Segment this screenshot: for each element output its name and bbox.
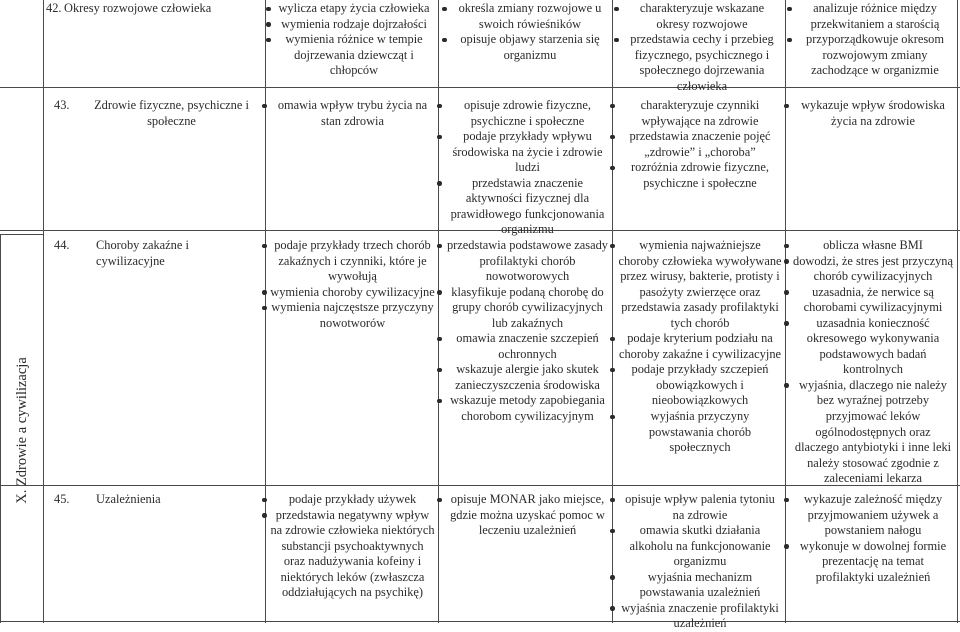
row-43-col4 [792, 98, 954, 129]
requirement-item: przedstawia podstawowe zasady profilaktyki chorób nowotworowych [446, 238, 609, 284]
row-44-col4 [792, 238, 954, 487]
row-number: 45. [54, 492, 70, 506]
requirement-item: przedstawia negatywny wpływ na zdrowie człowieka niektórych substancji psychoaktywnych oraz nadużywania kofeiny i niektórych leków (zwłaszcza oddziałujących na psychikę) [270, 507, 435, 600]
requirement-item: opisuje MONAR jako miejsce, gdzie można uzyskać pomoc w leczeniu uzależnień [445, 492, 610, 539]
row-44-col3 [618, 238, 782, 456]
requirement-item: podaje kryterium podziału na choroby zakaźne i cywilizacyjne [618, 331, 782, 361]
row-number: 44. [54, 238, 70, 252]
requirement-item: wskazuje alergie jako skutek zanieczyszczenia środowiska [445, 362, 610, 393]
row-number: 42. [46, 1, 62, 15]
row-43-col3 [618, 98, 782, 191]
requirement-item: wykonuje w dowolnej formie prezentację na temat profilaktyki uzależnień [792, 539, 954, 586]
requirement-item: wyjaśnia mechanizm powstawania uzależnień [618, 570, 782, 601]
row-45-col4 [792, 492, 954, 585]
requirement-item: podaje przykłady używek [270, 492, 435, 508]
requirement-item: wymienia różnice w tempie dojrzewania dziewcząt i chłopców [274, 32, 434, 79]
row-42-col2 [450, 1, 610, 63]
requirement-item: wylicza etapy życia człowieka [274, 1, 434, 17]
requirement-item: wyjaśnia przyczyny powstawania chorób społecznych [618, 409, 782, 456]
requirement-item: klasyfikuje podaną chorobę do grupy chorób cywilizacyjnych lub zakaźnych [445, 285, 610, 332]
grid-line [43, 0, 44, 623]
grid-line [957, 0, 958, 623]
requirement-item: podaje przykłady szczepień obowiązkowych i nieobowiązkowych [618, 362, 782, 409]
requirement-item: omawia skutki działania alkoholu na funkcjonowanie organizmu [618, 523, 782, 570]
topic-title: Okresy rozwojowe człowieka [64, 1, 212, 15]
row-number: 43. [54, 98, 70, 112]
row-45-col1 [270, 492, 435, 601]
requirement-item: przyporządkowuje okresom rozwojowym zmiany zachodzące w organizmie [795, 32, 955, 79]
row-43-col1 [270, 98, 435, 129]
requirement-item: wyjaśnia znaczenie profilaktyki uzależnień [618, 601, 782, 632]
row-45-col2 [445, 492, 610, 539]
requirement-item: uzasadnia, że nerwice są chorobami cywilizacyjnymi [792, 285, 954, 316]
requirement-item: oblicza własne BMI [792, 238, 954, 254]
row-43-col2 [445, 98, 610, 238]
topic-title: Uzależnienia [96, 492, 161, 506]
row-42-col3 [622, 1, 782, 94]
requirement-item: charakteryzuje czynniki wpływające na zdrowie [618, 98, 782, 129]
grid-line [785, 0, 786, 623]
requirement-item: wymienia choroby cywilizacyjne [270, 284, 435, 299]
requirement-item: charakteryzuje wskazane okresy rozwojowe [622, 1, 782, 32]
row-42-col4 [795, 1, 955, 79]
requirement-item: przedstawia cechy i przebieg fizycznego, psychicznego i społecznego dojrzewania człowieka [622, 32, 782, 94]
requirement-item: podaje przykłady wpływu środowiska na życie i zdrowie ludzi [445, 129, 610, 176]
requirement-item: dowodzi, że stres jest przyczyną chorób cywilizacyjnych [793, 253, 953, 284]
requirement-item: opisuje zdrowie fizyczne, psychiczne i społeczne [445, 98, 610, 129]
grid-line [0, 234, 44, 235]
requirement-item: podaje przykłady trzech chorób zakaźnych i czynniki, które je wywołują [270, 238, 435, 285]
section-label [1, 238, 43, 623]
grid-line [265, 0, 266, 623]
topic-title: Choroby zakaźne i cywilizacyjne [96, 238, 189, 268]
requirement-item: uzasadnia konieczność okresowego wykonywania podstawowych badań kontrolnych [792, 316, 954, 378]
row-45-col3 [618, 492, 782, 632]
requirement-item: omawia znaczenie szczepień ochronnych [445, 331, 610, 362]
grid-line [438, 0, 439, 623]
requirement-item: wymienia najczęstsze przyczyny nowotworów [271, 300, 434, 330]
row-44-col1 [270, 238, 435, 331]
requirement-item: wyjaśnia, dlaczego nie należy bez wyraźnej potrzeby przyjmować leków ogólnodostępnych oraz dlaczego antybiotyki i inne leki należy stosować zgodnie z zaleceniami lekarza [792, 378, 954, 487]
topic-title: Zdrowie fizyczne, psychiczne i społeczne [94, 98, 249, 128]
requirement-item: opisuje wpływ palenia tytoniu na zdrowie [618, 492, 782, 523]
requirement-item: wymienia rodzaje dojrzałości [274, 17, 434, 33]
requirement-item: wykazuje wpływ środowiska życia na zdrowie [792, 98, 954, 129]
grid-line [0, 87, 960, 88]
requirement-item: analizuje różnice między przekwitaniem a starością [795, 1, 955, 32]
grid-line [0, 621, 960, 622]
row-42-col1 [274, 1, 434, 79]
requirement-item: wykazuje zależność między przyjmowaniem używek a powstaniem nałogu [792, 492, 954, 539]
requirement-item: określa zmiany rozwojowe u swoich rówieśników [450, 1, 610, 32]
requirement-item: przedstawia znaczenie pojęć „zdrowie” i „choroba” [618, 129, 782, 160]
section-label-text: X. Zdrowie a cywilizacja [13, 357, 30, 504]
requirement-item: przedstawia znaczenie aktywności fizycznej dla prawidłowego funkcjonowania organizmu [445, 176, 610, 238]
requirement-item: wskazuje metody zapobiegania chorobom cywilizacyjnym [445, 393, 610, 424]
requirement-item: opisuje objawy starzenia się organizmu [450, 32, 610, 63]
row-44-col2 [445, 238, 610, 425]
requirement-item: wymienia najważniejsze choroby człowieka wywoływane przez wirusy, bakterie, protisty i pasożyty zwierzęce oraz przedstawia zasady profilaktyki tych chorób [618, 238, 782, 330]
requirement-item: rozróżnia zdrowie fizyczne, psychiczne i społeczne [618, 160, 782, 191]
requirement-item: omawia wpływ trybu życia na stan zdrowia [270, 98, 435, 129]
